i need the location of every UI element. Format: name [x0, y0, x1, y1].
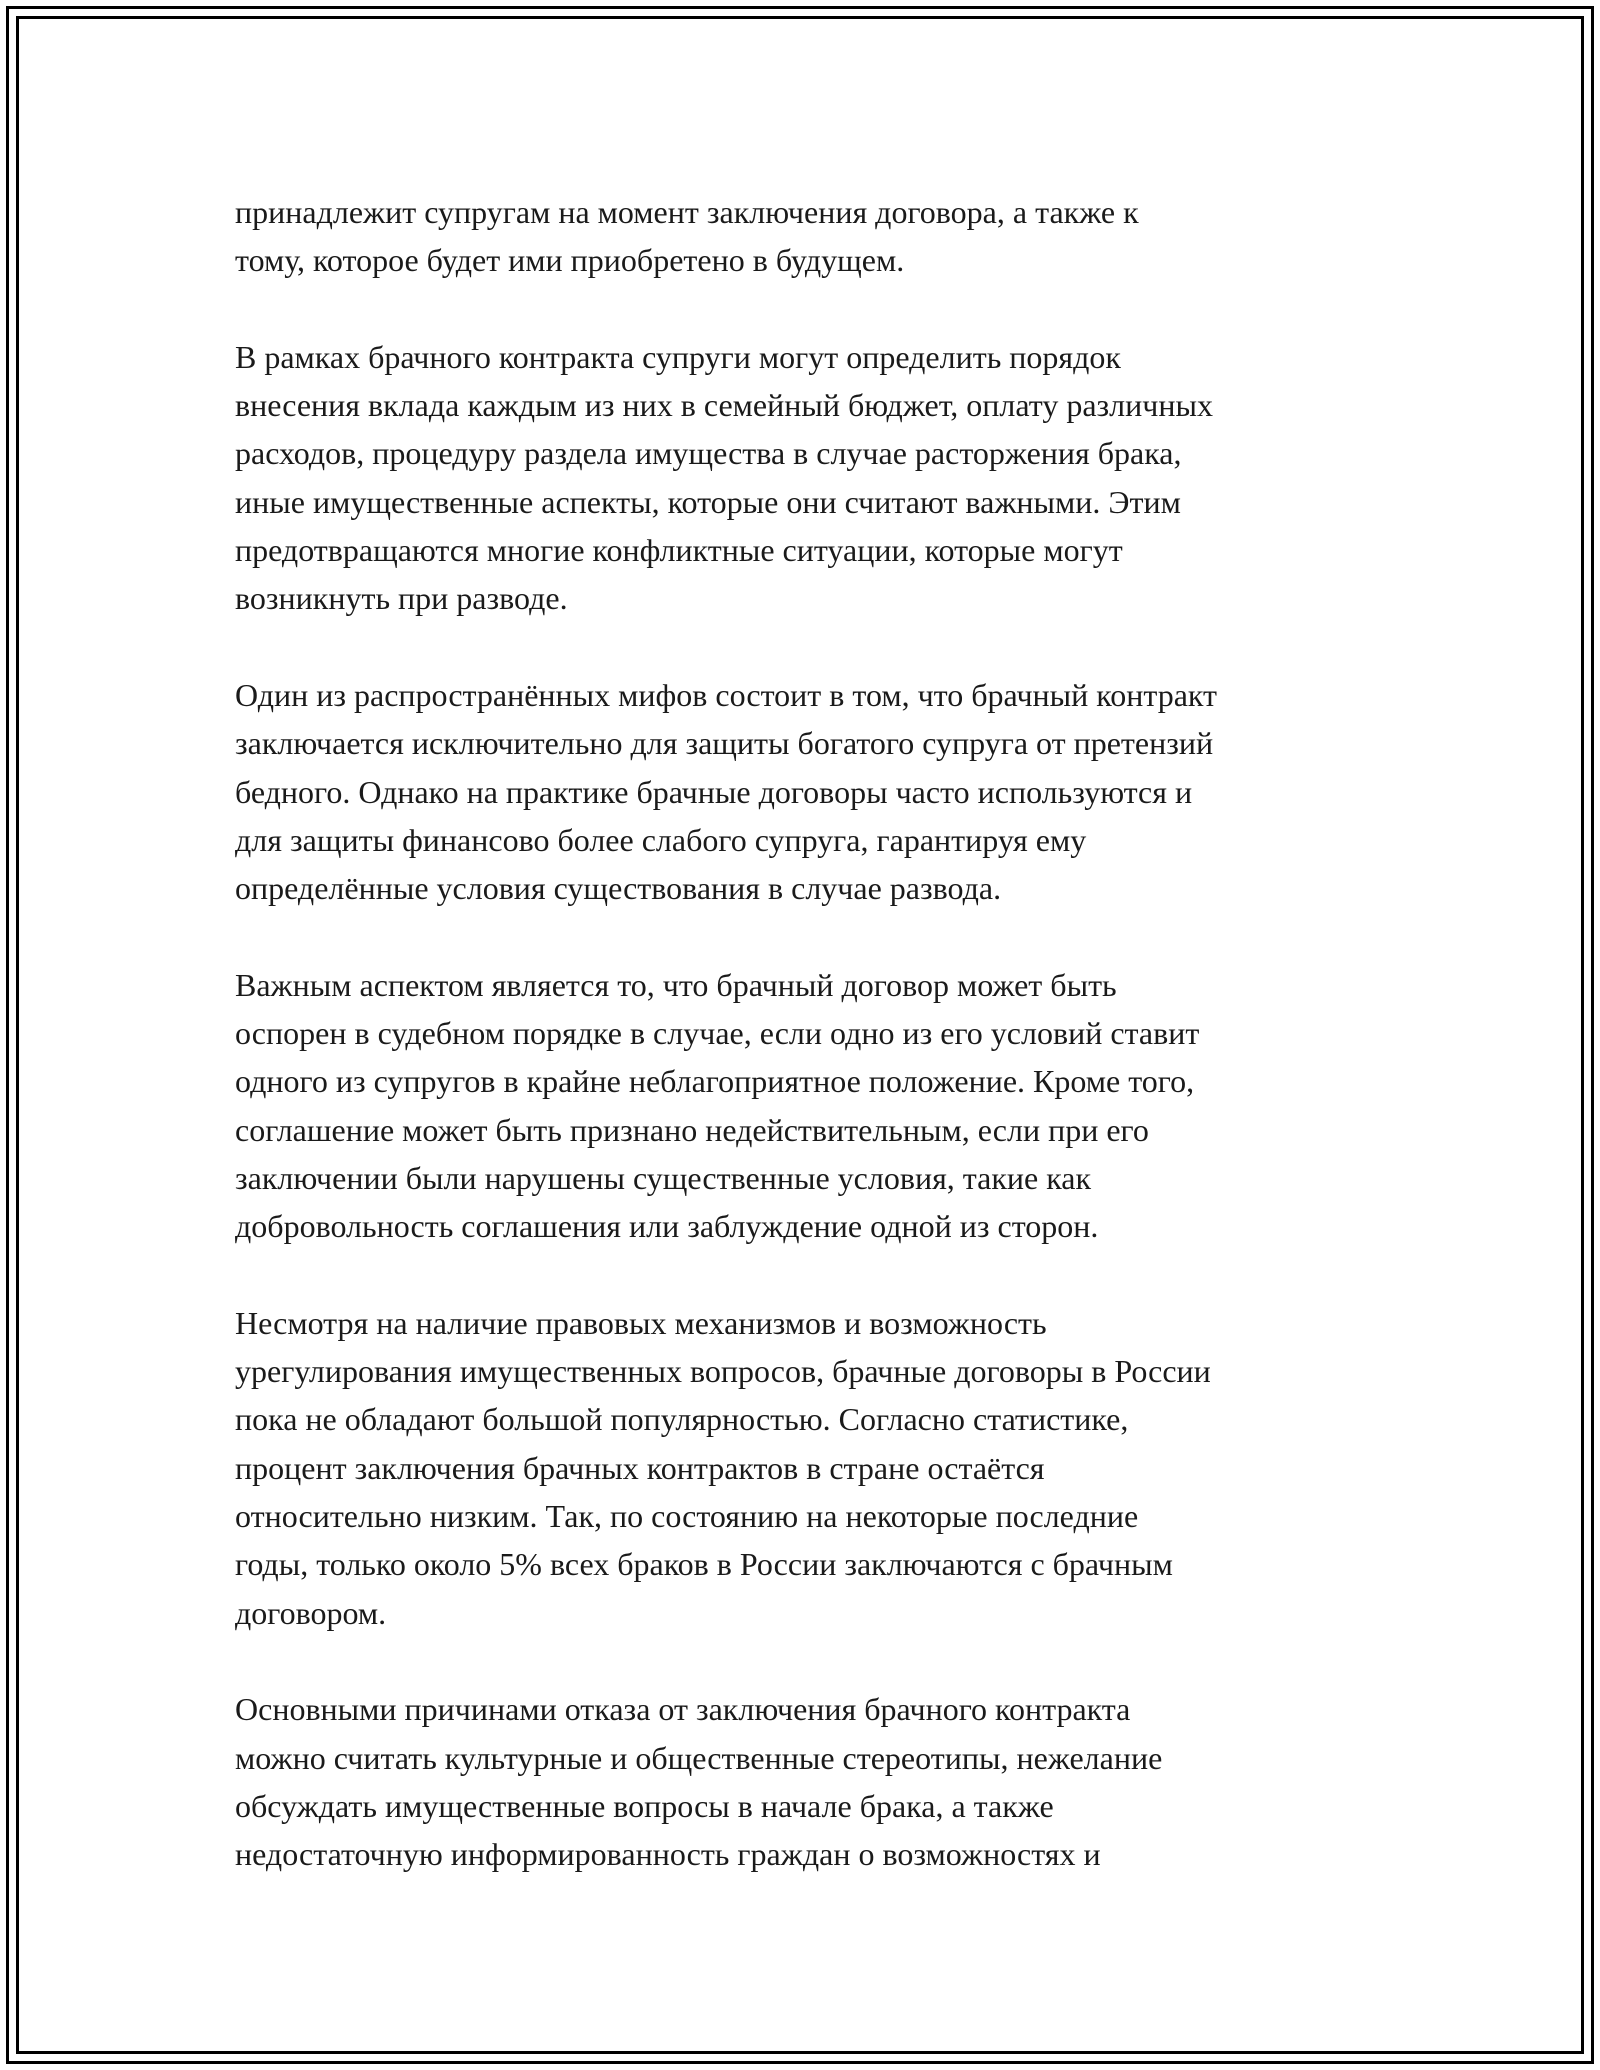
text-line: расходов, процедуру раздела имущества в случае расторжения брака, — [235, 435, 1182, 472]
paragraph-5 — [235, 1299, 1435, 1637]
text-line: определённые условия существования в случае развода. — [235, 870, 1002, 907]
text-line: Основными причинами отказа от заключения брачного контракта — [235, 1691, 1131, 1728]
text-line: соглашение может быть признано недействительным, если при его — [235, 1111, 1149, 1148]
text-line: Важным аспектом является то, что брачный договор может быть — [235, 966, 1117, 1003]
paragraph-3 — [235, 671, 1435, 912]
text-line: недостаточную информированность граждан о возможностях и — [235, 1836, 1101, 1873]
text-line: урегулирования имущественных вопросов, брачные договоры в России — [235, 1353, 1211, 1390]
text-line: для защиты финансово более слабого супруга, гарантируя ему — [235, 821, 1087, 858]
text-line: тому, которое будет ими приобретено в будущем. — [235, 242, 905, 279]
text-line: можно считать культурные и общественные стереотипы, нежелание — [235, 1739, 1163, 1776]
document-body — [235, 188, 1435, 1927]
text-line: добровольность соглашения или заблуждение одной из сторон. — [235, 1208, 1099, 1245]
paragraph-6 — [235, 1685, 1435, 1878]
text-line: одного из супругов в крайне неблагоприятное положение. Кроме того, — [235, 1063, 1195, 1100]
text-line: бедного. Однако на практике брачные договоры часто используются и — [235, 773, 1193, 810]
text-line: относительно низким. Так, по состоянию на некоторые последние — [235, 1498, 1139, 1535]
text-line: принадлежит супругам на момент заключения договора, а также к — [235, 194, 1139, 230]
text-line: процент заключения брачных контрактов в стране остаётся — [235, 1449, 1045, 1486]
text-line: договором. — [235, 1594, 387, 1631]
text-line: заключается исключительно для защиты богатого супруга от претензий — [235, 725, 1214, 762]
paragraph-1 — [235, 188, 1435, 285]
text-line: возникнуть при разводе. — [235, 580, 568, 617]
text-line: В рамках брачного контракта супруги могут определить порядок — [235, 338, 1121, 375]
text-line: оспорен в судебном порядке в случае, если одно из его условий ставит — [235, 1015, 1200, 1052]
text-line: иные имущественные аспекты, которые они считают важными. Этим — [235, 483, 1181, 520]
text-line: Один из распространённых мифов состоит в том, что брачный контракт — [235, 676, 1218, 713]
text-line: Несмотря на наличие правовых механизмов и возможность — [235, 1304, 1047, 1341]
paragraph-4 — [235, 961, 1435, 1251]
text-line: пока не обладают большой популярностью. Согласно статистике, — [235, 1401, 1129, 1438]
text-line: внесения вклада каждым из них в семейный бюджет, оплату различных — [235, 387, 1213, 424]
text-line: годы, только около 5% всех браков в России заключаются с брачным — [235, 1546, 1173, 1583]
paragraph-2 — [235, 333, 1435, 623]
text-line: предотвращаются многие конфликтные ситуации, которые могут — [235, 532, 1123, 569]
text-line: обсуждать имущественные вопросы в начале брака, а также — [235, 1787, 1054, 1824]
text-line: заключении были нарушены существенные условия, такие как — [235, 1159, 1092, 1196]
